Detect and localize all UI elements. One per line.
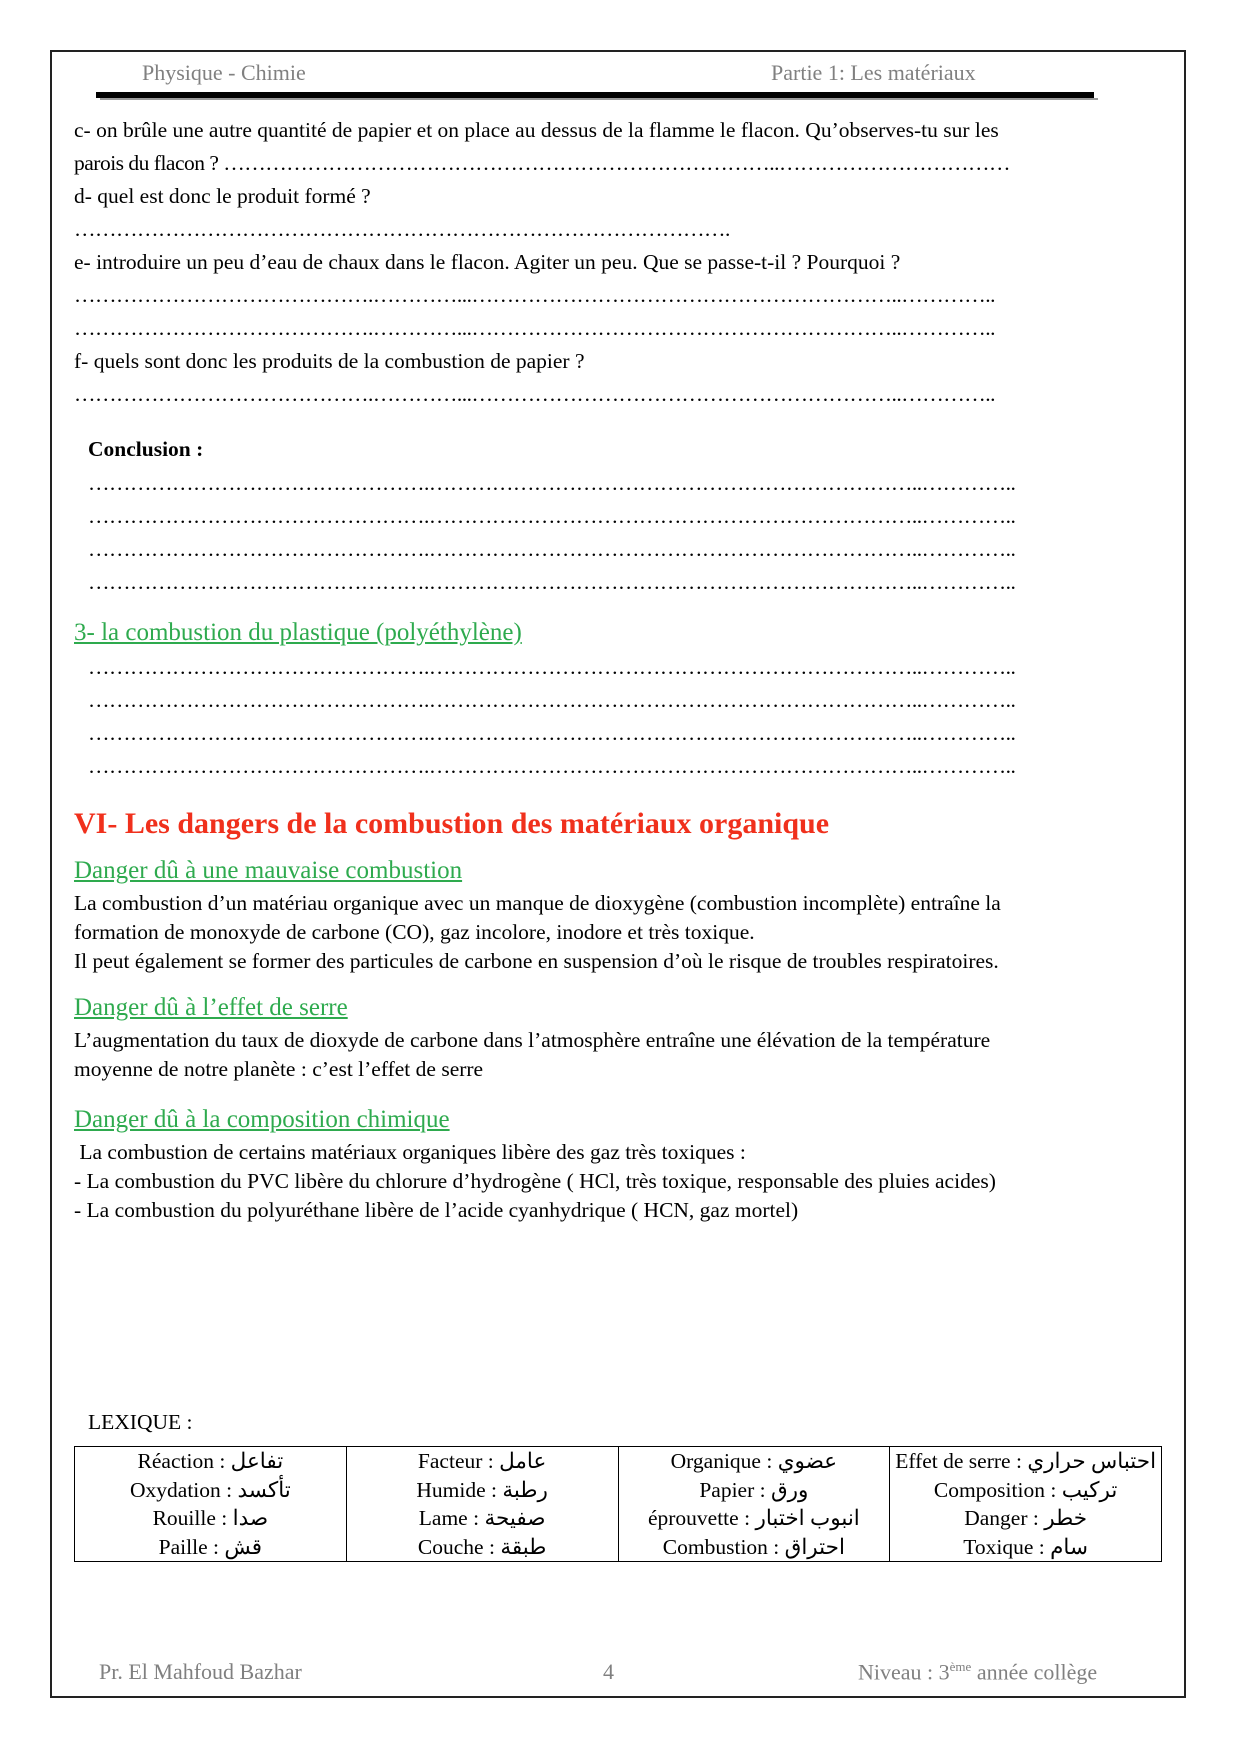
footer-level-sup: ème [949, 1659, 972, 1674]
lexique-table [74, 1446, 1162, 1562]
lexique-title: LEXIQUE : [88, 1410, 193, 1434]
lexique-entry: Paille : قش [158, 1534, 263, 1559]
plastic-line: ………………………………………….……………………………………………………………..………….. [88, 688, 1016, 712]
question-c-line1: c- on brûle une autre quantité de papier et on place au dessus de la flamme le flacon. Qu’observes-tu sur les [74, 118, 999, 142]
lexique-entry: Oxydation : تأكسد [130, 1477, 291, 1502]
lexique-entry: Couche : طبقة [417, 1534, 547, 1559]
lexique-entry: Rouille : صدا [152, 1506, 269, 1530]
header-rule-shadow [100, 98, 1098, 100]
question-d: d- quel est donc le produit formé ? [74, 184, 371, 208]
lexique-entry: Humide : رطبة [416, 1477, 548, 1502]
bad-combustion-title: Danger dû à une mauvaise combustion [74, 857, 463, 884]
lexique-entry: Lame : صفيحة [418, 1506, 546, 1530]
lexique-column [618, 1447, 890, 1562]
lexique-entry: Effet de serre : احتباس حراري [895, 1449, 1157, 1473]
greenhouse-title: Danger dû à l’effet de serre [74, 994, 348, 1021]
dangers-title: VI- Les dangers de la combustion des matériaux organique [74, 807, 830, 840]
question-f-answer: …………………………………….…………...……………………………………………………..………….. [74, 382, 995, 406]
question-f: f- quels sont donc les produits de la combustion de papier ? [74, 349, 585, 373]
header-subject: Physique - Chimie [142, 60, 306, 85]
lexique-entry: Papier : ورق [699, 1477, 809, 1502]
plastic-line: ………………………………………….……………………………………………………………..………….. [88, 754, 1016, 778]
lexique-column [890, 1447, 1162, 1562]
header-rule [96, 92, 1094, 98]
lexique-entry: Composition : تركيب [933, 1477, 1118, 1502]
chemical-line: La combustion de certains matériaux organiques libère des gaz très toxiques : [74, 1140, 746, 1164]
footer-level [858, 1659, 1097, 1685]
lexique-entry: Danger : خطر [964, 1506, 1088, 1530]
plastic-title: 3- la combustion du plastique (polyéthylène) [74, 619, 522, 646]
question-e-answer-2: …………………………………….…………...……………………………………………………..………….. [74, 316, 995, 340]
lexique-entry: Toxique : سام [963, 1534, 1088, 1559]
page-content [74, 114, 1184, 1225]
conclusion-line: ………………………………………….……………………………………………………………..………….. [88, 570, 1016, 594]
conclusion-label: Conclusion : [88, 437, 204, 461]
lexique-entry: Combustion : احتراق [662, 1534, 845, 1559]
lexique-entry: Réaction : تفاعل [137, 1449, 284, 1473]
footer-level-suffix: année collège [971, 1659, 1098, 1685]
conclusion-line: ………………………………………….……………………………………………………………..………….. [88, 504, 1016, 528]
lexique-entry: Facteur : عامل [417, 1449, 547, 1473]
question-e-answer-1: …………………………………….…………...……………………………………………………..………….. [74, 283, 995, 307]
conclusion-line: ………………………………………….……………………………………………………………..………….. [88, 471, 1016, 495]
chemical-line: - La combustion du polyuréthane libère de l’acide cyanhydrique ( HCN, gaz mortel) [74, 1198, 799, 1222]
chemical-line: - La combustion du PVC libère du chlorure d’hydrogène ( HCl, très toxique, responsable des pluies acides) [74, 1169, 996, 1193]
question-d-answer: …………………………………………………………………………………. [74, 217, 730, 241]
conclusion-line: ………………………………………….……………………………………………………………..………….. [88, 537, 1016, 561]
lexique-entry: Organique : عضوي [670, 1449, 838, 1473]
lexique-column [75, 1447, 347, 1562]
footer-page-number: 4 [603, 1659, 614, 1684]
bad-combustion-line: La combustion d’un matériau organique avec un manque de dioxygène (combustion incomplète) entraîne la [74, 891, 1001, 915]
lexique-row [75, 1447, 1162, 1562]
greenhouse-line: moyenne de notre planète : c’est l’effet de serre [74, 1057, 484, 1081]
greenhouse-line: L’augmentation du taux de dioxyde de carbone dans l’atmosphère entraîne une élévation de la température [74, 1028, 991, 1052]
bad-combustion-line: Il peut également se former des particules de carbone en suspension d’où le risque de troubles respiratoires. [74, 949, 999, 973]
lexique-column [346, 1447, 618, 1562]
footer-author: Pr. El Mahfoud Bazhar [99, 1659, 302, 1684]
plastic-line: ………………………………………….……………………………………………………………..………….. [88, 655, 1016, 679]
question-e: e- introduire un peu d’eau de chaux dans le flacon. Agiter un peu. Que se passe-t-il ? Pourquoi ? [74, 250, 901, 274]
chemical-title: Danger dû à la composition chimique [74, 1106, 450, 1133]
bad-combustion-line: formation de monoxyde de carbone (CO), gaz incolore, inodore et très toxique. [74, 920, 755, 944]
plastic-line: ………………………………………….……………………………………………………………..………….. [88, 721, 1016, 745]
header-part: Partie 1: Les matériaux [771, 60, 976, 85]
question-c-line2: parois du flacon ? ……………………………………………………………………..…………………………… [74, 151, 1011, 175]
lexique-entry: éprouvette : انبوب اختبار [647, 1506, 860, 1530]
footer-level-prefix: Niveau : 3 [858, 1659, 950, 1685]
